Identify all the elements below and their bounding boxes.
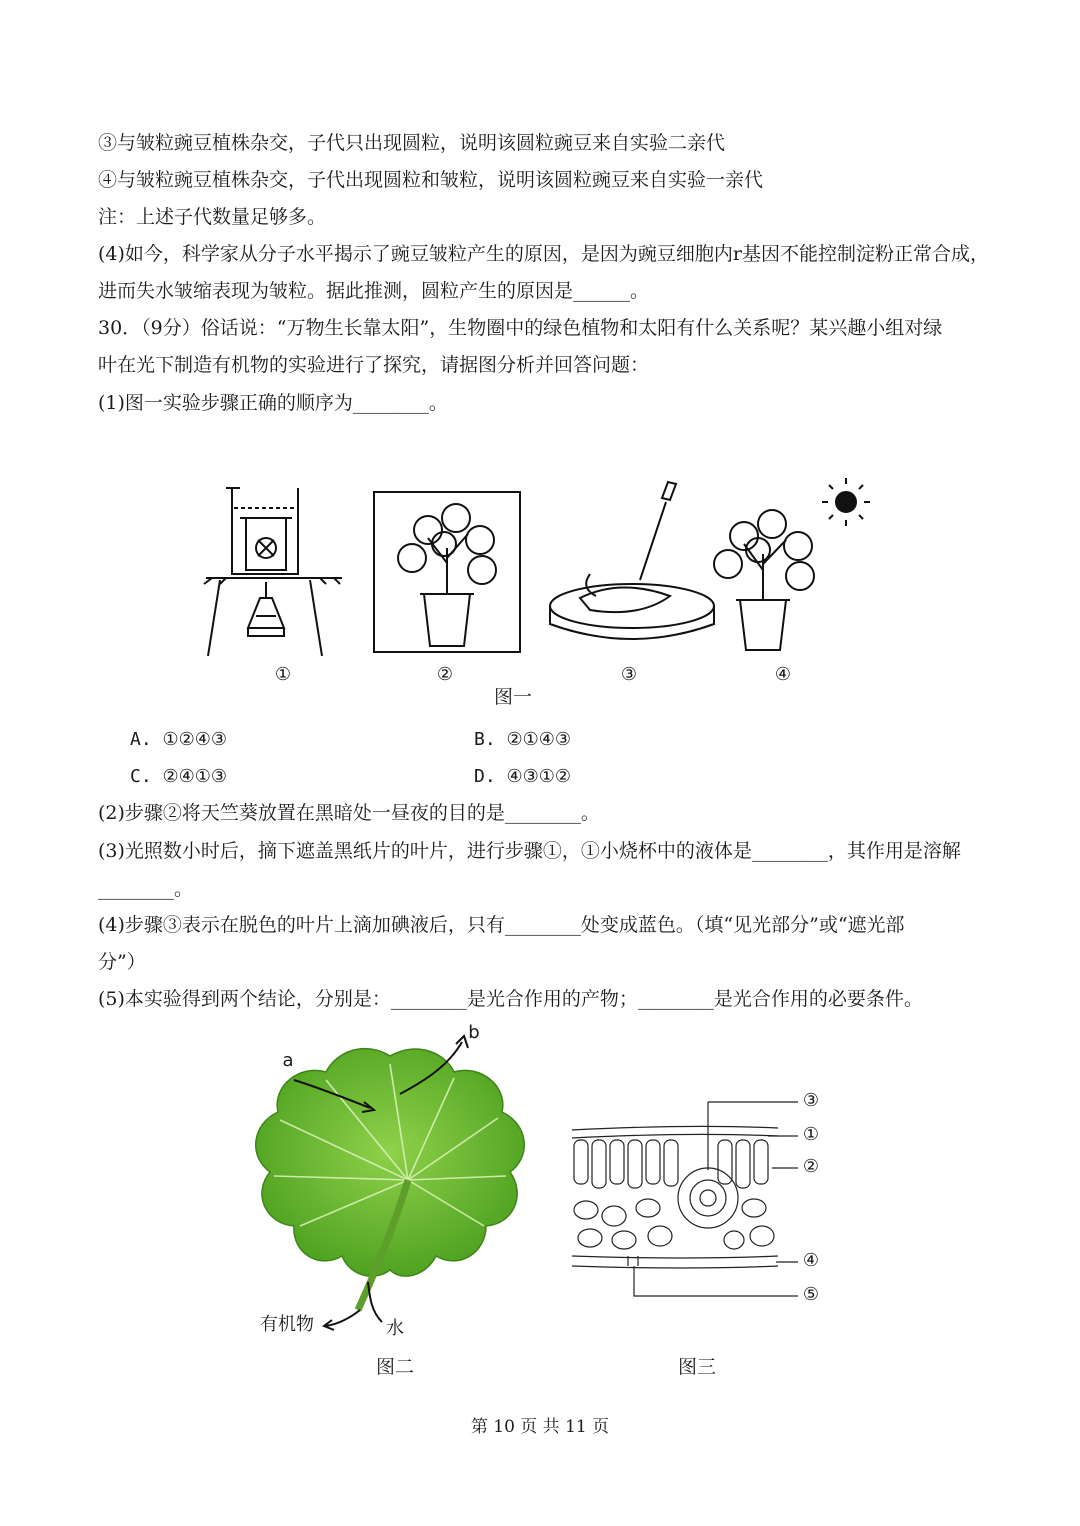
question-1: (1)图一实验步骤正确的顺序为________。 (98, 392, 448, 414)
question-3-cont: ________。 (98, 878, 194, 900)
spongy-layer (574, 1199, 774, 1249)
text-line-7: 叶在光下制造有机物的实验进行了探究，请据图分析并回答问题： (98, 354, 650, 376)
plant-in-dark-box (374, 492, 520, 652)
upper-epidermis (572, 1126, 778, 1130)
figure-3-label-5: ⑤ (802, 1284, 820, 1305)
figure-1-label-2: ② (436, 664, 454, 685)
text-line-2: ④与皱粒豌豆植株杂交，子代出现圆粒和皱粒，说明该圆粒豌豆来自实验一亲代 (98, 169, 764, 191)
figure-3-caption: 图三 (678, 1356, 717, 1378)
option-b: B. ②①④③ (474, 729, 572, 750)
text-line-1: ③与皱粒豌豆植株杂交，子代只出现圆粒，说明该圆粒豌豆来自实验二亲代 (98, 132, 726, 154)
question-2: (2)步骤②将天竺葵放置在黑暗处一昼夜的目的是________。 (98, 802, 600, 824)
lower-epidermis (572, 1256, 778, 1258)
petri-dish-with-dropper (550, 482, 714, 639)
option-c: C. ②④①③ (130, 766, 228, 787)
text-line-3: 注：上述子代数量足够多。 (98, 206, 327, 228)
figure-2-label-organic: 有机物 (260, 1314, 314, 1335)
text-line-5: 进而失水皱缩表现为皱粒。据此推测，圆粒产生的原因是______。 (98, 280, 650, 302)
page-footer: 第 10 页 共 11 页 (470, 1417, 610, 1437)
question-30-heading: 30．（9分）俗话说：“万物生长靠太阳”，生物圈中的绿色植物和太阳有什么关系呢？某兴趣小组对绿 (98, 317, 943, 339)
text-line-4: (4)如今，科学家从分子水平揭示了豌豆皱粒产生的原因，是因为豌豆细胞内r基因不能控制淀粉正常合成， (98, 243, 989, 265)
figure-1-label-1: ① (274, 664, 292, 685)
question-3: (3)光照数小时后，摘下遮盖黑纸片的叶片，进行步骤①，①小烧杯中的液体是________，其作用是溶解 (98, 840, 961, 862)
figure-3-label-2: ② (802, 1156, 820, 1177)
question-4-cont: 分”） (98, 951, 146, 973)
plant-in-sunlight (714, 478, 870, 650)
palisade-layer (574, 1140, 768, 1188)
figure-1-caption: 图一 (494, 686, 533, 708)
figure-3-leaf-cross-section (568, 1090, 828, 1310)
figure-2-label-water: 水 (386, 1318, 404, 1339)
figure-3-label-1: ① (802, 1124, 820, 1145)
question-5: (5)本实验得到两个结论，分别是：________是光合作用的产物；________是光合作用的必要条件。 (98, 988, 923, 1010)
figure-1-label-4: ④ (774, 664, 792, 685)
figure-2-label-b: b (468, 1022, 480, 1043)
figure-1-label-3: ③ (620, 664, 638, 685)
question-4: (4)步骤③表示在脱色的叶片上滴加碘液后，只有________处变成蓝色。（填“见光部分”或“遮光部 (98, 914, 905, 936)
figure-3-label-3: ③ (802, 1090, 820, 1111)
vein (678, 1168, 738, 1228)
figure-2-label-a: a (282, 1050, 294, 1071)
option-d: D. ④③①② (474, 766, 572, 787)
figure-2-caption: 图二 (376, 1356, 415, 1378)
figure-3-label-4: ④ (802, 1250, 820, 1271)
option-a: A. ①②④③ (130, 729, 228, 750)
water-bath-apparatus (204, 488, 342, 656)
